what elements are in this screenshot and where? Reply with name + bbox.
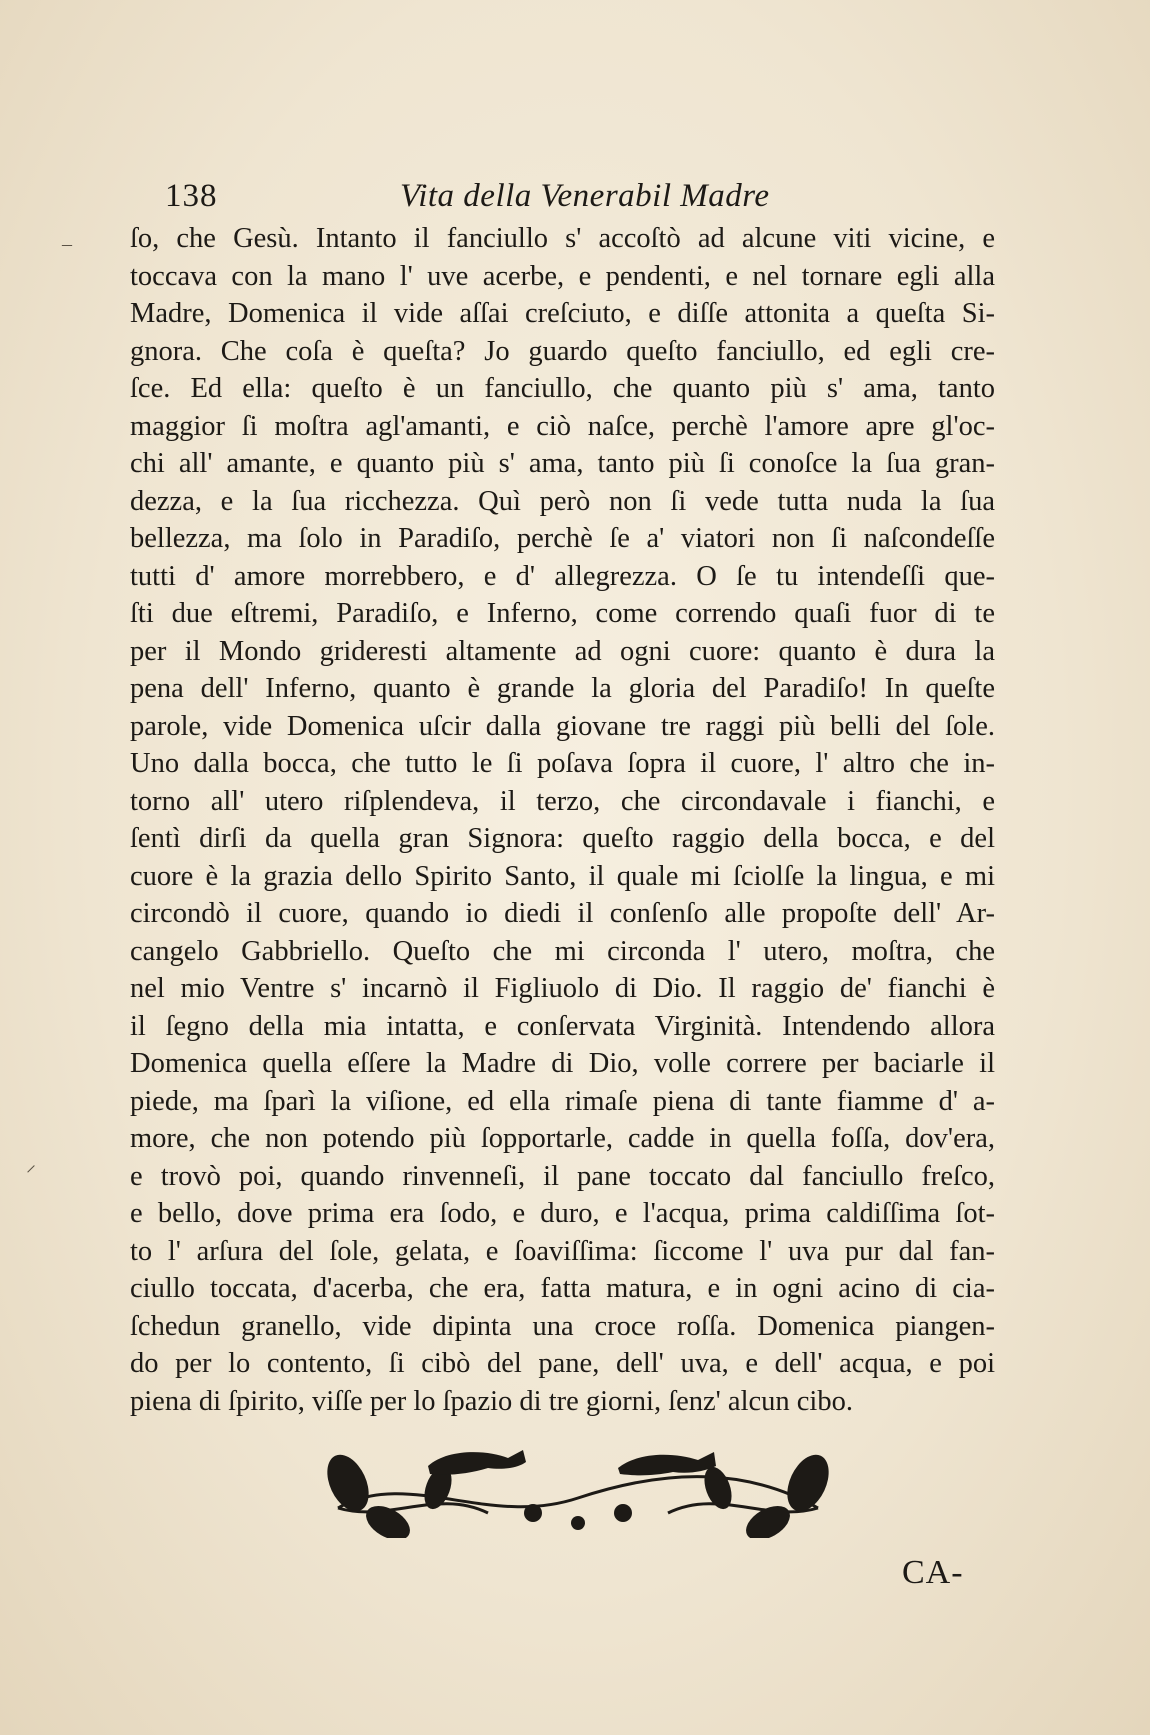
running-title: Vita della Venerabil Madre bbox=[400, 178, 770, 214]
text-line: more, che non potendo più ſopportarle, cadde in quella foſſa, dov'era, bbox=[130, 1123, 995, 1154]
text-line: il ſegno della mia intatta, e conſervata Virginità. Intendendo allora bbox=[130, 1010, 995, 1042]
text-line: Domenica quella eſſere la Madre di Dio, volle correre per baciarle il bbox=[130, 1048, 995, 1079]
text-line: toccava con la mano l' uve acerbe, e pendenti, e nel tornare egli alla bbox=[130, 260, 995, 292]
text-line: torno all' utero riſplendeva, il terzo, che circondavale i fianchi, e bbox=[130, 785, 995, 817]
text-line: ſentì dirſi da quella gran Signora: queſto raggio della bocca, e del bbox=[130, 823, 995, 854]
text-line: ſce. Ed ella: queſto è un fanciullo, che quanto più s' ama, tanto bbox=[130, 373, 995, 404]
text-line: ciullo toccata, d'acerba, che era, fatta matura, e in ogni acino di cia- bbox=[130, 1273, 995, 1304]
text-line: gnora. Che coſa è queſta? Jo guardo queſto fanciullo, ed egli cre- bbox=[130, 335, 995, 367]
margin-dash-mark: – bbox=[62, 233, 72, 255]
text-line: per il Mondo grideresti altamente ad ogni cuore: quanto è dura la bbox=[130, 635, 995, 667]
text-line: chi all' amante, e quanto più s' ama, tanto più ſi conoſce la ſua gran- bbox=[130, 448, 995, 479]
text-line: Madre, Domenica il vide aſſai creſciuto, e diſſe attonita a queſta Si- bbox=[130, 298, 995, 329]
text-line: piede, ma ſparì la viſione, ed ella rimaſe piena di tante fiamme d' a- bbox=[130, 1085, 995, 1117]
margin-stroke-mark: ⸝ bbox=[26, 1154, 36, 1176]
text-line: cuore è la grazia dello Spirito Santo, il quale mi ſciolſe la lingua, e mi bbox=[130, 860, 995, 892]
text-line: e bello, dove prima era ſodo, e duro, e l'acqua, prima caldiſſima ſot- bbox=[130, 1198, 995, 1229]
text-line: Uno dalla bocca, che tutto le ſi poſava ſopra il cuore, l' altro che in- bbox=[130, 748, 995, 779]
text-line: nel mio Ventre s' incarnò il Figliuolo di Dio. Il raggio de' fianchi è bbox=[130, 973, 995, 1004]
text-line: dezza, e la ſua ricchezza. Quì però non ſi vede tutta nuda la ſua bbox=[130, 485, 995, 517]
text-line: cangelo Gabbriello. Queſto che mi circonda l' utero, moſtra, che bbox=[130, 935, 995, 967]
catchword: CA- bbox=[902, 1554, 964, 1591]
text-line: tutti d' amore morrebbero, e d' allegrezza. O ſe tu intendeſſi que- bbox=[130, 560, 995, 592]
text-line: do per lo contento, ſi cibò del pane, dell' uva, e dell' acqua, e poi bbox=[130, 1348, 995, 1379]
text-line: ſo, che Gesù. Intanto il fanciullo s' accoſtò ad alcune viti vicine, e bbox=[130, 223, 995, 254]
text-line: parole, vide Domenica uſcir dalla giovane tre raggi più belli del ſole. bbox=[130, 710, 995, 742]
text-line: piena di ſpirito, viſſe per lo ſpazio di tre giorni, ſenz' alcun cibo. bbox=[130, 1385, 853, 1417]
text-line: maggior ſi moſtra agl'amanti, e ciò naſce, perchè l'amore apre gl'oc- bbox=[130, 410, 995, 442]
page-number: 138 bbox=[165, 178, 218, 214]
text-line: bellezza, ma ſolo in Paradiſo, perchè ſe a' viatori non ſi naſcondeſſe bbox=[130, 523, 995, 554]
page-header bbox=[155, 178, 855, 222]
body-text bbox=[130, 220, 995, 1420]
text-line: ſti due eſtremi, Paradiſo, e Inferno, come correndo quaſi fuor di te bbox=[130, 598, 995, 629]
floral-ornament-icon bbox=[318, 1428, 838, 1538]
text-line: to l' arſura del ſole, gelata, e ſoaviſſima: ſiccome l' uva pur dal fan- bbox=[130, 1235, 995, 1267]
text-line: e trovò poi, quando rinvenneſi, il pane toccato dal fanciullo freſco, bbox=[130, 1160, 995, 1192]
text-line: ſchedun granello, vide dipinta una croce roſſa. Domenica piangen- bbox=[130, 1310, 995, 1342]
text-line: circondò il cuore, quando io diedi il conſenſo alle propoſte dell' Ar- bbox=[130, 898, 995, 929]
text-line: pena dell' Inferno, quanto è grande la gloria del Paradiſo! In queſte bbox=[130, 673, 995, 704]
